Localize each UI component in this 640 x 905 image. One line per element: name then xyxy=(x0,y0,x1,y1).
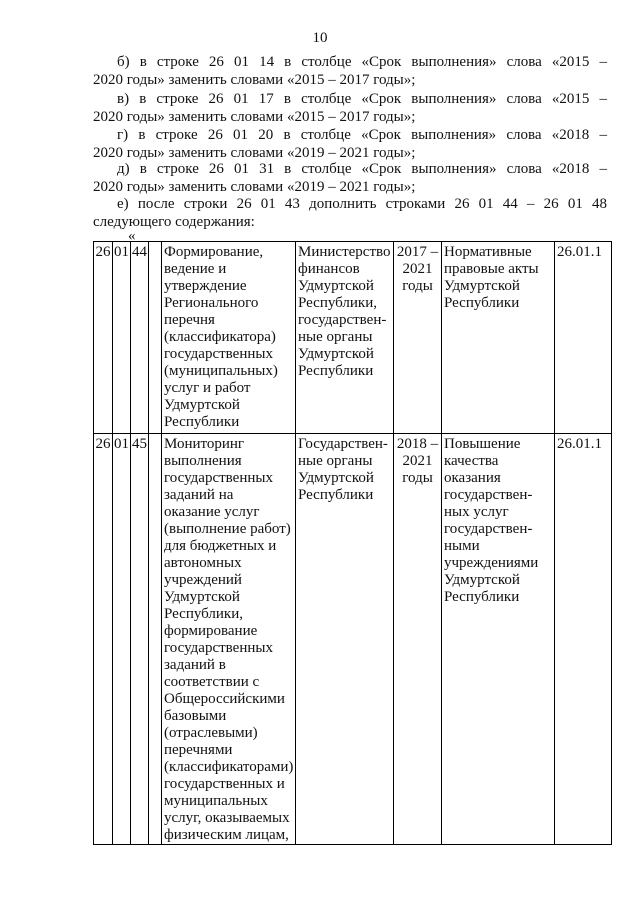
amendment-item-b xyxy=(93,53,607,89)
code-cell-subsection: 01 xyxy=(113,242,131,434)
amendment-table xyxy=(93,241,612,845)
code-cell-item: 44 xyxy=(131,242,149,434)
amendment-item-v xyxy=(93,90,607,126)
amendment-item-d xyxy=(93,160,607,196)
expected-result-cell: Повышение качества оказания государствен-ных услуг государствен-ными учреждениями Удмуртской Республики xyxy=(442,434,555,845)
amendment-line: е) после строки 26 01 43 дополнить строками 26 01 44 – 26 01 48 xyxy=(117,196,607,212)
amendment-line: д) в строке 26 01 31 в столбце «Срок выполнения» слова «2018 – xyxy=(117,161,607,177)
opening-quote-mark: « xyxy=(128,228,136,244)
code-cell-item: 45 xyxy=(131,434,149,845)
amendment-item-e xyxy=(93,195,607,231)
executor-cell: Министерство финансов Удмуртской Республики, государствен-ные органы Удмуртской Республики xyxy=(296,242,394,434)
empty-cell xyxy=(149,242,162,434)
indicator-cell: 26.01.1 xyxy=(555,242,612,434)
code-cell-subsection: 01 xyxy=(113,434,131,845)
table-row xyxy=(94,242,612,434)
amendment-line: 2020 годы» заменить словами «2019 – 2021 годы»; xyxy=(93,145,416,161)
amendment-line: 2020 годы» заменить словами «2019 – 2021 годы»; xyxy=(93,179,416,195)
page-number: 10 xyxy=(312,30,328,46)
amendment-line: г) в строке 26 01 20 в столбце «Срок выполнения» слова «2018 – xyxy=(117,127,607,143)
term-cell: 2018 – 2021 годы xyxy=(394,434,442,845)
measure-name-cell: Формирование, ведение и утверждение Регионального перечня (классификатора) государственных (муниципальных) услуг и работ Удмуртской Республики xyxy=(162,242,296,434)
amendment-line: б) в строке 26 01 14 в столбце «Срок выполнения» слова «2015 – xyxy=(117,54,607,70)
term-cell: 2017 – 2021 годы xyxy=(394,242,442,434)
amendment-line: в) в строке 26 01 17 в столбце «Срок выполнения» слова «2015 – xyxy=(117,91,607,107)
expected-result-cell: Нормативные правовые акты Удмуртской Республики xyxy=(442,242,555,434)
executor-cell: Государствен-ные органы Удмуртской Республики xyxy=(296,434,394,845)
code-cell-section: 26 xyxy=(94,434,113,845)
code-cell-section: 26 xyxy=(94,242,113,434)
amendment-line: 2020 годы» заменить словами «2015 – 2017 годы»; xyxy=(93,109,416,125)
amendment-line: 2020 годы» заменить словами «2015 – 2017 годы»; xyxy=(93,72,416,88)
measure-name-cell: Мониторинг выполнения государственных заданий на оказание услуг (выполнение работ) для бюджетных и автономных учреждений Удмуртской Республики, формирование государственных заданий в соответствии с Общероссийскими базовыми (отраслевыми) перечнями (классификаторами) государственных и муниципальных услуг, оказываемых физическим лицам, xyxy=(162,434,296,845)
indicator-cell: 26.01.1 xyxy=(555,434,612,845)
amendment-item-g xyxy=(93,126,607,162)
amendment-line: следующего содержания: xyxy=(93,214,255,230)
table-row xyxy=(94,434,612,845)
empty-cell xyxy=(149,434,162,845)
